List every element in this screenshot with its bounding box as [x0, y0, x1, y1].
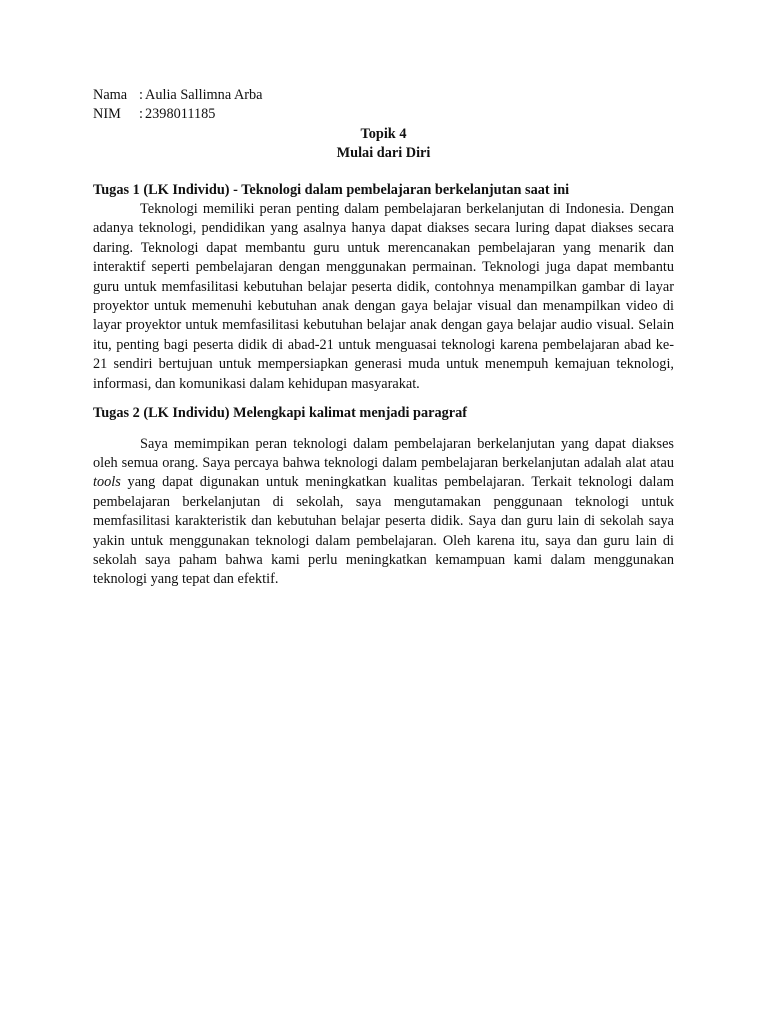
task1-paragraph: Teknologi memiliki peran penting dalam pembelajaran berkelanjutan di Indonesia. Dengan adanya teknologi, pendidikan yang asalnya hanya dapat diakses secara luring dapat diakses secara daring. Teknologi dapat membantu guru untuk merencanakan pembelajaran yang menarik dan interaktif seperti pembelajaran dengan menggunakan permainan. Teknologi juga dapat membantu guru untuk memfasilitasi kebutuhan belajar peserta didik, contohnya menampilkan gambar di layar proyektor untuk memenuhi kebutuhan anak dengan gaya belajar visual dan menampilkan video di layar proyektor untuk memfasilitasi kebutuhan belajar anak dengan gaya belajar audio visual. Selain itu, penting bagi peserta didik di abad-21 untuk menguasai teknologi karena pembelajaran abad ke-21 sendiri bertujuan untuk mempersiapkan generasi muda untuk menempuh kemajuan teknologi, informasi, dan komunikasi dalam kehidupan masyarakat. — [93, 201, 674, 392]
topic-title: Topik 4 — [360, 125, 407, 142]
spacer — [93, 394, 674, 404]
name-value: Aulia Sallimna Arba — [145, 87, 263, 103]
nim-label: NIM — [93, 106, 121, 123]
task2-paragraph-part2: yang dapat digunakan untuk meningkatkan kualitas pembelajaran. Terkait teknologi dalam pembelajaran berkelanjutan di sekolah, saya mengutamakan penggunaan teknologi untuk memfasilitasi karakteristik dan kebutuhan belajar peserta didik. Saya dan guru lain di sekolah saya yakin untuk menggunakan teknologi dalam pembelajaran. Oleh karena itu, saya dan guru lain di sekolah saya paham bahwa kami perlu meningkatkan kemampuan kami dalam menggunakan teknologi yang tepat dan efektif. — [93, 474, 674, 588]
spacer — [93, 424, 674, 435]
name-row — [93, 86, 674, 105]
name-separator: : — [139, 87, 143, 103]
task1-heading: Tugas 1 (LK Individu) - Teknologi dalam pembelajaran berkelanjutan saat ini — [93, 181, 570, 198]
task2-italic-word: tools — [93, 474, 121, 491]
nim-row — [93, 105, 674, 124]
name-label: Nama — [93, 87, 128, 103]
task2-paragraph-part1: Saya memimpikan peran teknologi dalam pembelajaran berkelanjutan yang dapat diakses oleh semua orang. Saya percaya bahwa teknologi dalam pembelajaran berkelanjutan adalah alat atau — [93, 435, 674, 471]
document-page — [93, 86, 674, 590]
nim-separator: : — [139, 106, 143, 123]
spacer — [93, 164, 674, 181]
task2-heading: Tugas 2 (LK Individu) Melengkapi kalimat menjadi paragraf — [93, 405, 468, 422]
title-block — [93, 125, 674, 164]
task2-paragraph — [93, 435, 674, 590]
nim-value: 2398011185 — [145, 106, 216, 123]
topic-subtitle: Mulai dari Diri — [336, 145, 431, 162]
